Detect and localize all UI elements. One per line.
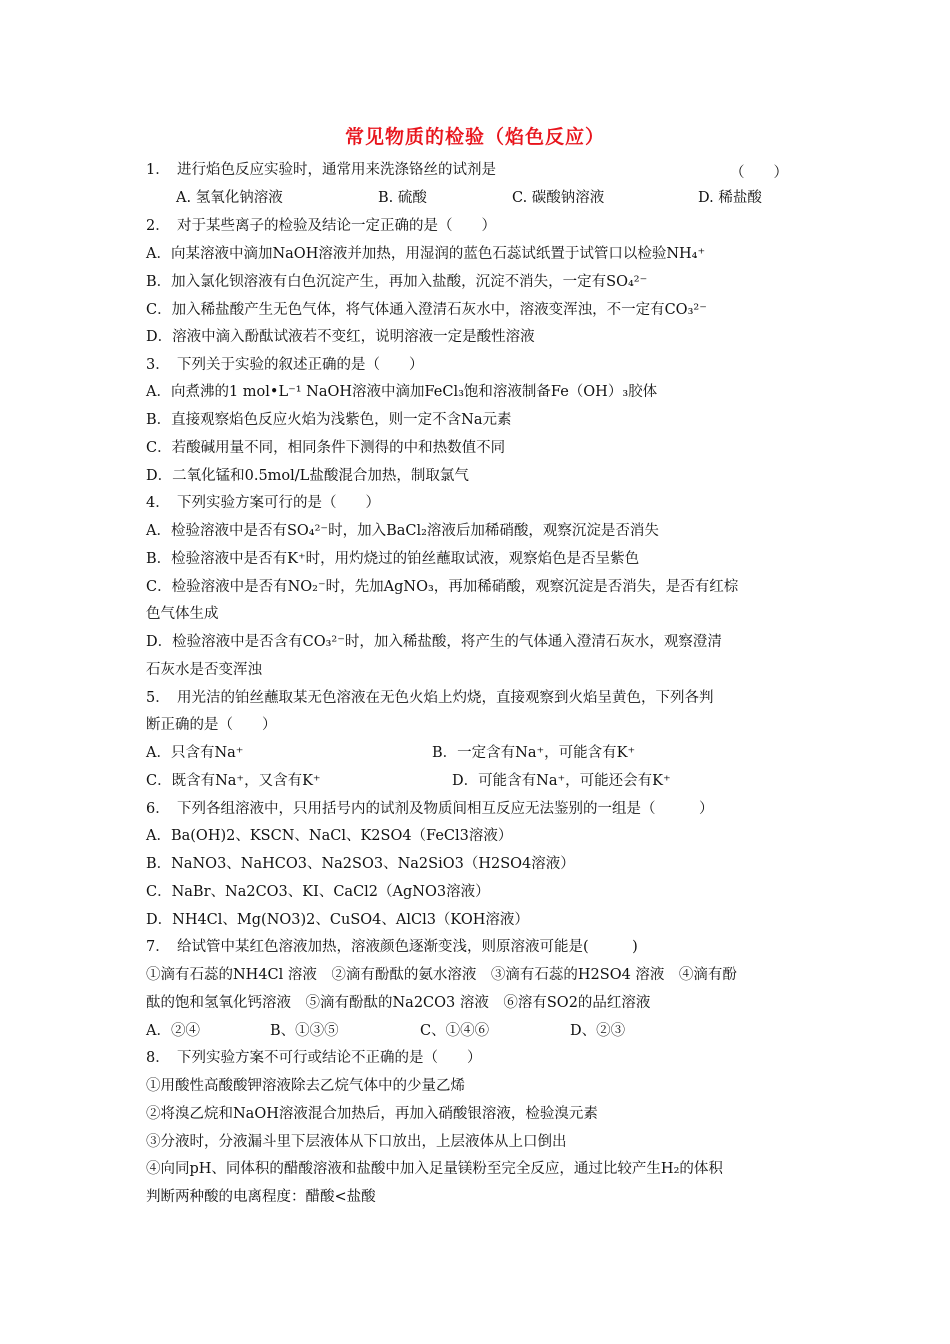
question-2-option-b: B．加入氯化钡溶液有白色沉淀产生，再加入盐酸，沉淀不消失，一定有SO₄²⁻	[146, 274, 648, 290]
question-2-option-c: C．加入稀盐酸产生无色气体，将气体通入澄清石灰水中，溶液变浑浊，不一定有CO₃²⁻	[146, 302, 707, 318]
question-2-stem: 2． 对于某些离子的检验及结论一定正确的是（ ）	[146, 218, 496, 234]
question-4-option-c-cont: 色气体生成	[146, 606, 219, 622]
question-7-option-d: D、②③	[570, 1023, 626, 1039]
question-7-stem: 7． 给试管中某红色溶液加热，溶液颜色逐渐变浅，则原溶液可能是( )	[146, 939, 638, 955]
question-1-paren: （ ）	[730, 165, 788, 181]
question-1-option-c: C. 碳酸钠溶液	[512, 190, 605, 206]
question-7-line-2: 酞的饱和氢氧化钙溶液 ⑤滴有酚酞的Na2CO3 溶液 ⑥溶有SO2的品红溶液	[146, 995, 651, 1011]
question-5-option-a: A．只含有Na⁺	[146, 745, 244, 761]
question-5-stem: 5． 用光洁的铂丝蘸取某无色溶液在无色火焰上灼烧，直接观察到火焰呈黄色，下列各判	[146, 690, 714, 706]
question-4-option-a: A．检验溶液中是否有SO₄²⁻时，加入BaCl₂溶液后加稀硝酸，观察沉淀是否消失	[146, 523, 659, 539]
question-7-option-a: A．②④	[146, 1023, 200, 1039]
question-3-option-d: D．二氧化锰和0.5mol/L盐酸混合加热，制取氯气	[146, 468, 469, 484]
question-8-line-5: 判断两种酸的电离程度：醋酸<盐酸	[146, 1189, 376, 1205]
question-3-option-c: C．若酸碱用量不同，相同条件下测得的中和热数值不同	[146, 440, 506, 456]
question-5-option-c: C．既含有Na⁺，又含有K⁺	[146, 773, 321, 789]
question-8-line-2: ②将溴乙烷和NaOH溶液混合加热后，再加入硝酸银溶液，检验溴元素	[146, 1106, 598, 1122]
question-7-option-c: C、①④⑥	[420, 1023, 490, 1039]
question-6-option-c: C．NaBr、Na2CO3、KI、CaCl2（AgNO3溶液）	[146, 884, 490, 900]
question-5-stem-cont: 断正确的是（ ）	[146, 717, 277, 733]
question-4-option-c: C．检验溶液中是否有NO₂⁻时，先加AgNO₃，再加稀硝酸，观察沉淀是否消失，是否有红棕	[146, 579, 739, 595]
question-3-stem: 3． 下列关于实验的叙述正确的是（ ）	[146, 357, 424, 373]
question-5-option-d: D．可能含有Na⁺，可能还会有K⁺	[452, 773, 671, 789]
question-8-stem: 8． 下列实验方案不可行或结论不正确的是（ ）	[146, 1050, 482, 1066]
question-8-line-4: ④向同pH、同体积的醋酸溶液和盐酸中加入足量镁粉至完全反应，通过比较产生H₂的体积	[146, 1161, 723, 1177]
question-4-option-b: B．检验溶液中是否有K⁺时，用灼烧过的铂丝蘸取试液，观察焰色是否呈紫色	[146, 551, 640, 567]
question-7-line-1: ①滴有石蕊的NH4Cl 溶液 ②滴有酚酞的氨水溶液 ③滴有石蕊的H2SO4 溶液 ④滴有酚	[146, 967, 737, 983]
question-5-option-b: B．一定含有Na⁺，可能含有K⁺	[432, 745, 636, 761]
question-8-line-3: ③分液时，分液漏斗里下层液体从下口放出，上层液体从上口倒出	[146, 1134, 567, 1150]
question-1-stem: 1． 进行焰色反应实验时，通常用来洗涤铬丝的试剂是	[146, 162, 496, 178]
question-6-option-b: B．NaNO3、NaHCO3、Na2SO3、Na2SiO3（H2SO4溶液）	[146, 856, 575, 872]
question-4-option-d-cont: 石灰水是否变浑浊	[146, 662, 262, 678]
question-8-line-1: ①用酸性高酸酸钾溶液除去乙烷气体中的少量乙烯	[146, 1078, 465, 1094]
question-4-stem: 4． 下列实验方案可行的是（ ）	[146, 495, 380, 511]
question-1-option-d: D. 稀盐酸	[698, 190, 762, 206]
question-6-option-a: A．Ba(OH)2、KSCN、NaCl、K2SO4（FeCl3溶液）	[146, 828, 513, 844]
question-3-option-a: A．向煮沸的1 mol•L⁻¹ NaOH溶液中滴加FeCl₃饱和溶液制备Fe（OH）₃胶体	[146, 384, 658, 400]
question-2-option-a: A．向某溶液中滴加NaOH溶液并加热，用湿润的蓝色石蕊试纸置于试管口以检验NH₄⁺	[146, 246, 706, 262]
question-4-option-d: D．检验溶液中是否含有CO₃²⁻时，加入稀盐酸，将产生的气体通入澄清石灰水，观察澄清	[146, 634, 722, 650]
question-6-option-d: D．NH4Cl、Mg(NO3)2、CuSO4、AlCl3（KOH溶液）	[146, 912, 529, 928]
question-6-stem: 6． 下列各组溶液中，只用括号内的试剂及物质间相互反应无法鉴别的一组是（ ）	[146, 801, 714, 817]
question-2-option-d: D．溶液中滴入酚酞试液若不变红，说明溶液一定是酸性溶液	[146, 329, 535, 345]
question-1-option-a: A. 氢氧化钠溶液	[176, 190, 283, 206]
question-3-option-b: B．直接观察焰色反应火焰为浅紫色，则一定不含Na元素	[146, 412, 512, 428]
page-title: 常见物质的检验（焰色反应）	[344, 126, 605, 148]
question-1-option-b: B. 硫酸	[378, 190, 427, 206]
question-7-option-b: B、①③⑤	[270, 1023, 339, 1039]
